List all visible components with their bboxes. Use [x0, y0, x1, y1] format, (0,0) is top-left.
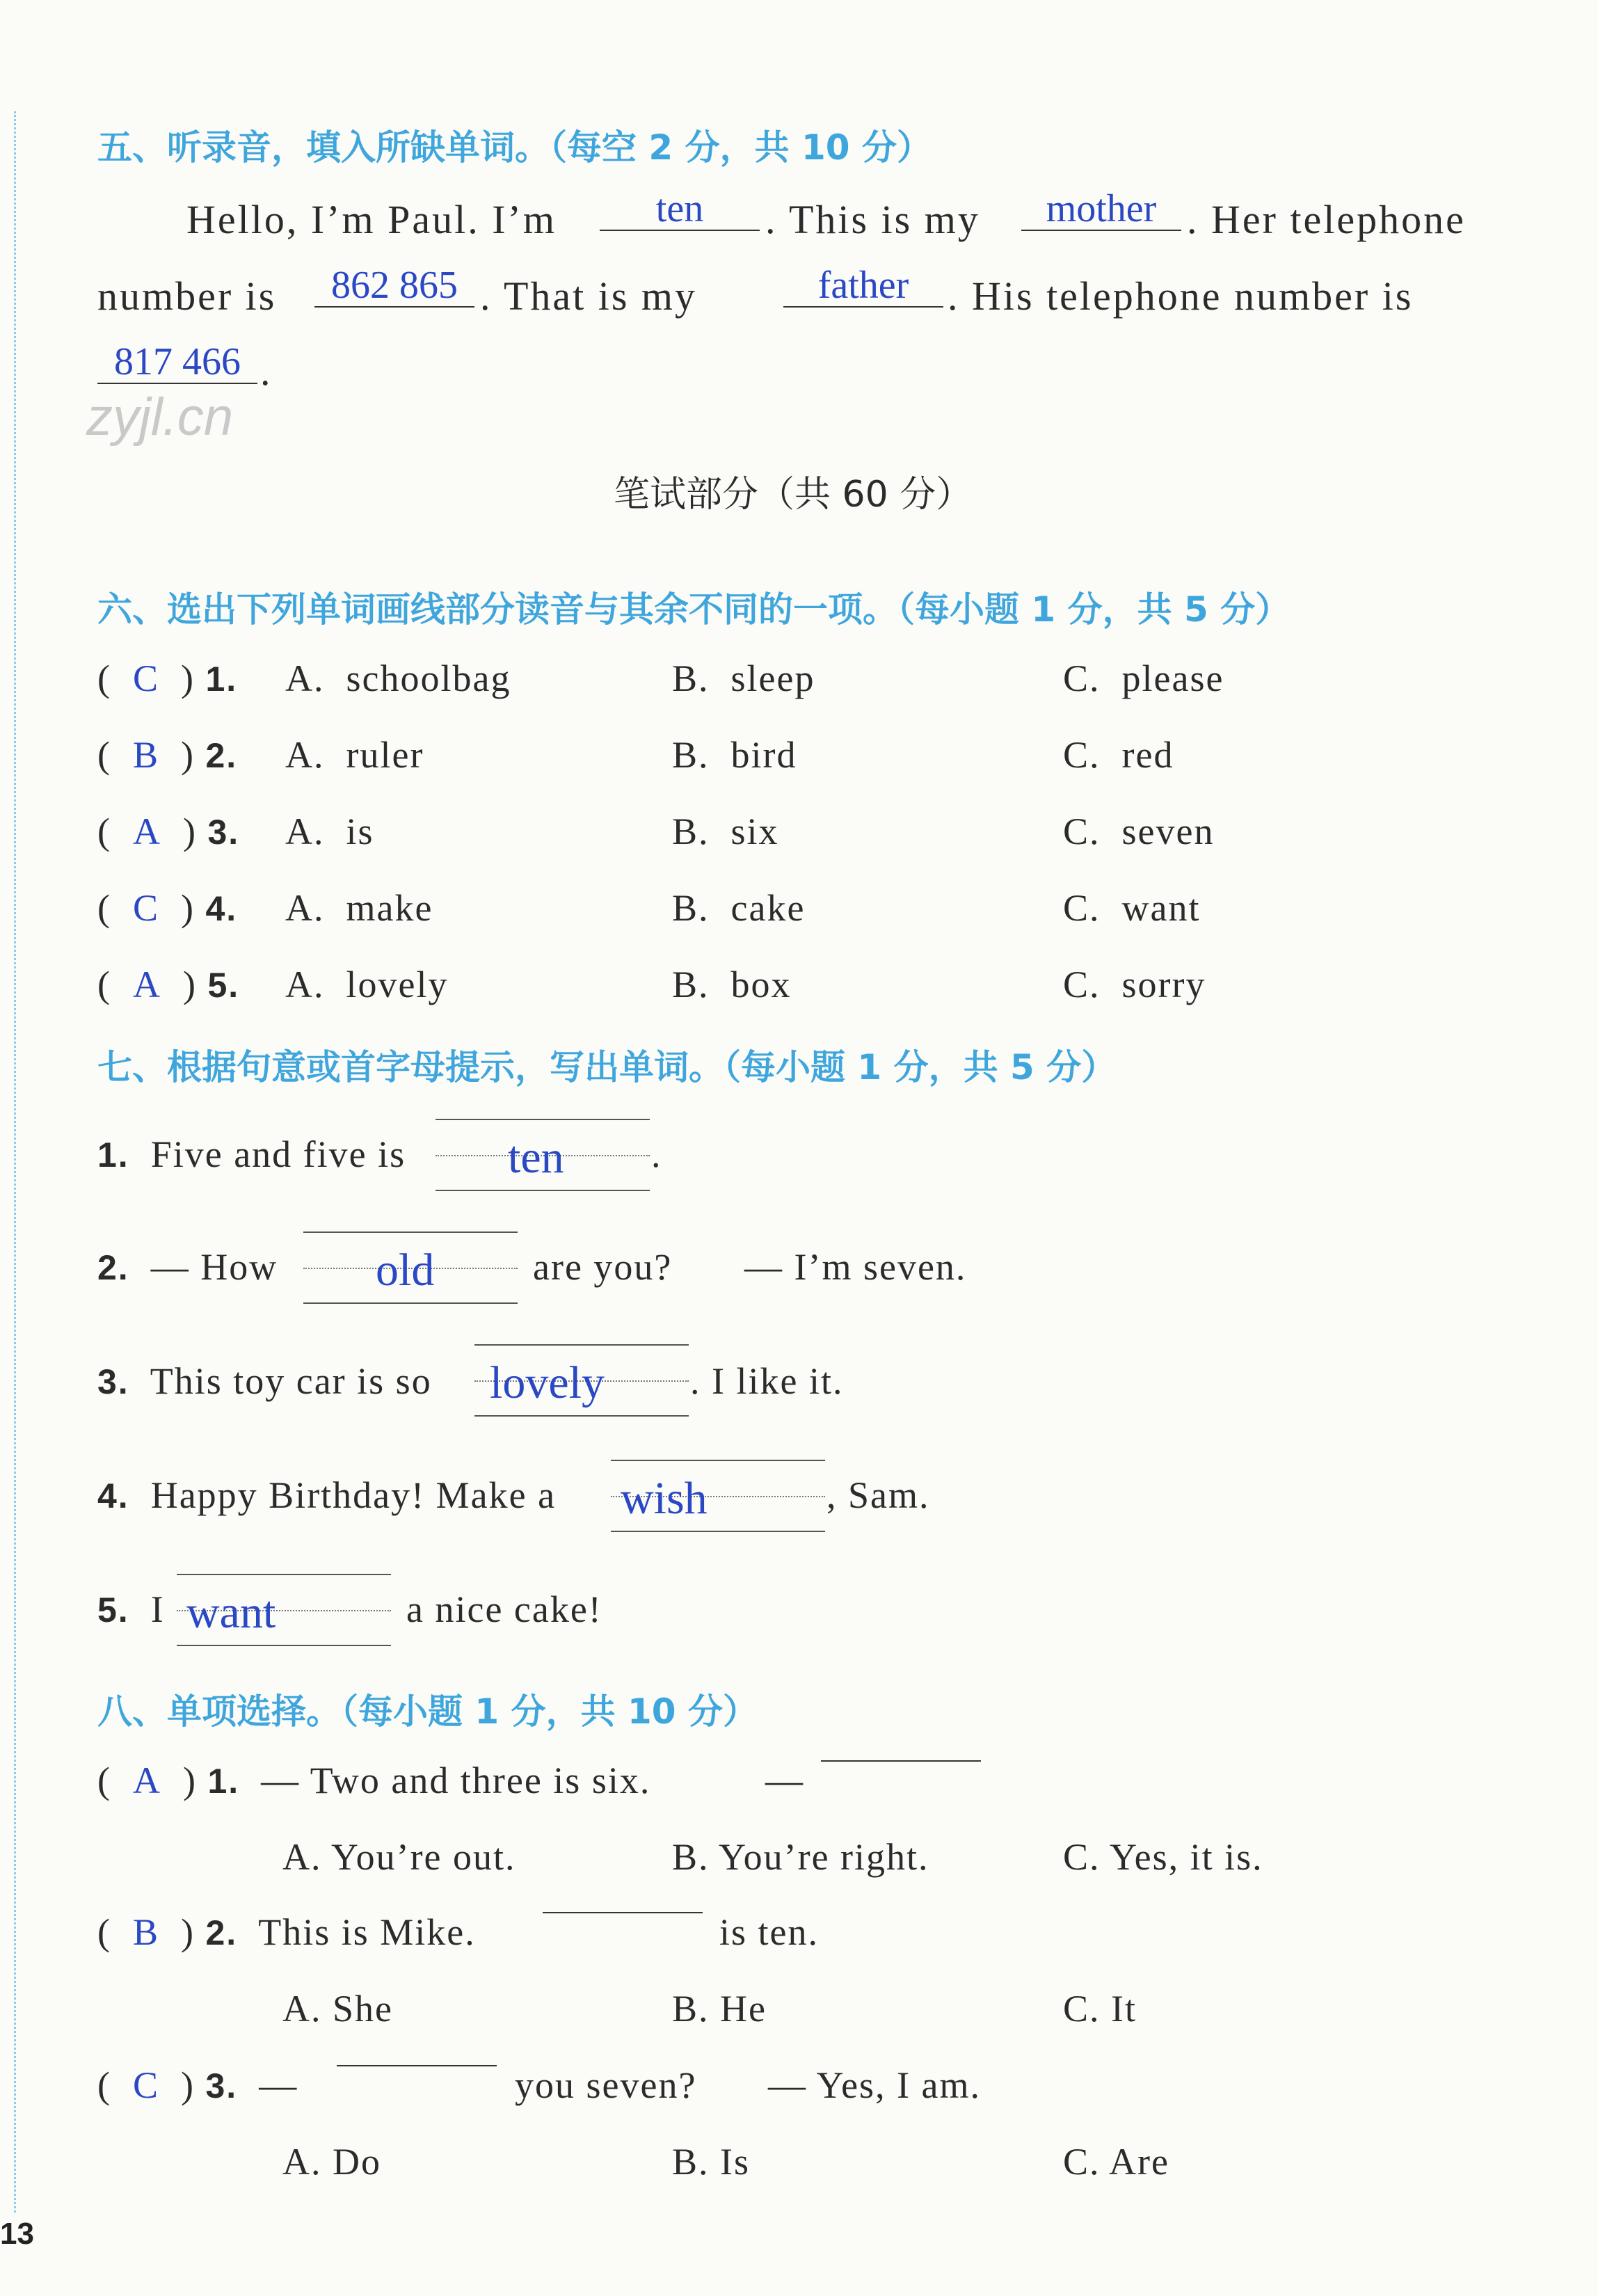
s8-q2-after: is ten. [719, 1911, 819, 1953]
s7-q5-blank[interactable] [177, 1574, 391, 1646]
s6-answer: A [132, 811, 161, 852]
s7-q4-blank[interactable] [611, 1460, 825, 1532]
page-number: 13 [0, 2217, 34, 2251]
s8-q1-option-b: B. You’re right. [672, 1836, 929, 1878]
option-word: seven [1121, 811, 1215, 852]
s7-q5-answer: want [186, 1587, 276, 1638]
s8-q2-blank[interactable] [543, 1912, 703, 1913]
s5-answer-1: ten [655, 187, 704, 230]
option-word: six [730, 811, 779, 852]
option-word: ruler [346, 734, 424, 776]
s8-q2-option-a: A. She [282, 1988, 393, 2030]
s7-q4-num: 4. Happy Birthday! Make a [97, 1474, 557, 1516]
s8-q1-dash: — [765, 1760, 804, 1801]
option-word: sorry [1121, 964, 1206, 1005]
s6-answer: B [132, 734, 160, 776]
s8-q3-answer: C [132, 2064, 160, 2106]
s6-answer: C [132, 657, 160, 699]
option-word: cake [730, 887, 806, 929]
s7-q3-after: . I like it. [690, 1360, 844, 1402]
s7-q2-blank[interactable] [303, 1231, 518, 1304]
s7-q1-num: 1. Five and five is [97, 1133, 406, 1175]
s8-q3-stem: ( C ) 3. — [97, 2064, 298, 2106]
s5-answer-5: 817 466 [114, 340, 241, 383]
section5-heading: 五、听录音，填入所缺单词。（每空 2 分，共 10 分） [97, 127, 932, 168]
s5-blank-1[interactable] [600, 188, 760, 231]
s8-q1-blank[interactable] [821, 1760, 981, 1762]
s8-q2-stem: ( B ) 2. This is Mike. [97, 1911, 476, 1953]
binding-margin-line [14, 111, 16, 2213]
s8-q1-answer: A [132, 1760, 161, 1801]
s5-blank-5[interactable] [97, 341, 257, 384]
option-word: is [346, 811, 374, 852]
watermark: zyjl.cn [86, 388, 234, 447]
s7-q4-answer: wish [621, 1473, 708, 1524]
s5-blank-4[interactable] [783, 264, 943, 308]
written-part-title: 笔试部分（共 60 分） [614, 474, 973, 516]
s7-q5-after: a nice cake! [406, 1588, 602, 1630]
s7-q2-num: 2. — How [97, 1246, 278, 1288]
option-word: please [1121, 657, 1224, 699]
s5-text-7: . [260, 349, 273, 394]
s5-answer-2: mother [1046, 187, 1157, 230]
option-word: box [730, 964, 792, 1005]
s5-answer-4: father [817, 264, 909, 307]
s5-text-4: number is [97, 273, 277, 319]
s6-answer: A [132, 964, 161, 1005]
section6-heading: 六、选出下列单词画线部分读音与其余不同的一项。（每小题 1 分，共 5 分） [97, 589, 1291, 630]
s7-q3-num: 3. This toy car is so [97, 1360, 432, 1402]
s5-blank-3[interactable] [314, 264, 474, 308]
s5-text-6: . His telephone number is [948, 273, 1414, 319]
s8-q1-stem: ( A ) 1. — Two and three is six. [97, 1760, 651, 1801]
s8-q3-blank[interactable] [337, 2065, 497, 2066]
s8-q2-answer: B [132, 1911, 160, 1953]
section8-heading: 八、单项选择。（每小题 1 分，共 10 分） [97, 1691, 758, 1732]
s7-q2-answer: old [376, 1245, 435, 1296]
option-word: lovely [346, 964, 449, 1005]
s7-q1-blank[interactable] [436, 1119, 650, 1191]
option-word: schoolbag [346, 657, 511, 699]
s8-q1-option-c: C. Yes, it is. [1063, 1836, 1263, 1878]
s8-q3-reply: — Yes, I am. [768, 2064, 982, 2106]
s7-q1-answer: ten [508, 1132, 564, 1183]
option-word: sleep [730, 657, 815, 699]
s7-q2-after: are you? [533, 1246, 673, 1288]
s7-q3-blank[interactable] [474, 1344, 689, 1417]
s8-q2-option-c: C. It [1063, 1988, 1137, 2030]
s8-q3-option-a: A. Do [282, 2141, 381, 2183]
s8-q3-after: you seven? [515, 2064, 697, 2106]
option-word: bird [730, 734, 797, 776]
option-word: red [1121, 734, 1174, 776]
section7-heading: 七、根据句意或首字母提示，写出单词。（每小题 1 分，共 5 分） [97, 1047, 1117, 1087]
option-word: make [346, 887, 433, 929]
option-word: want [1121, 887, 1201, 929]
s7-q4-after: , Sam. [826, 1474, 930, 1516]
s6-answer: C [132, 887, 160, 929]
s7-q5-num: 5. I [97, 1588, 165, 1630]
s8-q2-option-b: B. He [672, 1988, 767, 2030]
s8-q1-option-a: A. You’re out. [282, 1836, 516, 1878]
s7-q2-reply: — I’m seven. [744, 1246, 967, 1288]
s5-text-3: . Her telephone [1187, 197, 1466, 242]
s5-text-1: Hello, I’m Paul. I’m [186, 197, 557, 242]
s8-q3-option-c: C. Are [1063, 2141, 1169, 2183]
s5-blank-2[interactable] [1021, 188, 1181, 231]
s5-text-2: . This is my [765, 197, 980, 242]
s5-answer-3: 862 865 [331, 264, 458, 307]
s8-q3-option-b: B. Is [672, 2141, 751, 2183]
s7-q1-after: . [651, 1133, 662, 1175]
s7-q3-answer: lovely [490, 1357, 605, 1408]
s5-text-5: . That is my [480, 273, 698, 319]
